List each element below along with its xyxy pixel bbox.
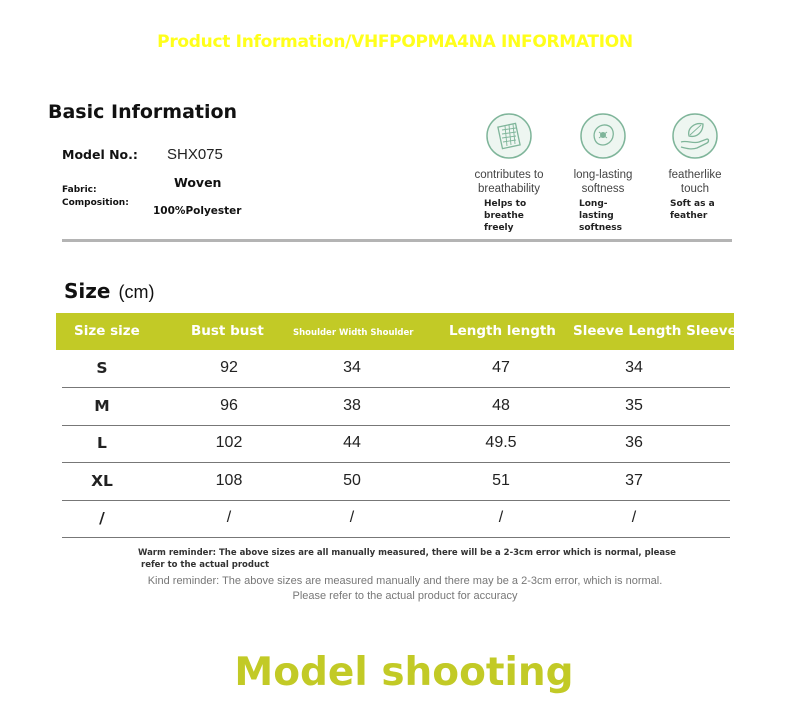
model-number-label: Model No.: [62, 147, 138, 162]
feature-desc-line: Helps to [484, 199, 527, 209]
measurement-cell: / [631, 509, 637, 527]
table-row [62, 389, 730, 426]
feature-title-line2: touch [680, 183, 710, 195]
size-cell: XL [91, 471, 113, 490]
measurement-cell: 108 [215, 471, 243, 489]
softness-icon [579, 112, 627, 160]
composition-label: Composition: [62, 198, 129, 208]
feature-desc-line: lasting [579, 211, 614, 221]
feature-desc-line: Soft as a [670, 199, 715, 209]
feature-featherlike [645, 112, 745, 196]
measurement-cell: 51 [492, 471, 510, 489]
basic-info-heading: Basic Information [48, 101, 238, 123]
feature-desc-line: freely [484, 223, 514, 233]
model-number-value: SHX075 [167, 146, 223, 163]
measurement-cell: 34 [625, 359, 643, 376]
breathability-icon [485, 112, 533, 160]
page-title: Product Information/VHFPOPMA4NA INFORMATION [157, 32, 633, 52]
feature-title-line1: contributes to [474, 169, 544, 181]
measurement-cell: 50 [343, 471, 361, 489]
feature-desc-softness [579, 198, 622, 234]
column-header-length: Length length [449, 323, 556, 339]
measurement-cell: 34 [343, 359, 361, 376]
measurement-cell: 48 [492, 396, 510, 414]
section-divider [62, 239, 732, 242]
kind-reminder [0, 574, 790, 604]
measurement-cell: / [226, 509, 232, 527]
composition-value: 100%Polyester [153, 205, 242, 217]
feature-desc-line: Long- [579, 199, 608, 209]
feather-hand-icon [671, 112, 719, 160]
column-header-shoulder: Shoulder Width Shoulder [293, 328, 414, 338]
model-shooting-title: Model shooting [234, 650, 574, 695]
measurement-cell: 35 [625, 396, 643, 414]
row-divider [62, 537, 730, 538]
table-row [62, 351, 730, 388]
kind-reminder-line: Kind reminder: The above sizes are measured manually and there may be a 2-3cm error, which is normal. [147, 575, 663, 587]
size-table-header [56, 313, 737, 350]
feature-title-line1: featherlike [668, 169, 722, 181]
warm-reminder-line: refer to the actual product [141, 560, 270, 570]
column-header-sleeve: Sleeve Length Sleeve [573, 323, 737, 339]
measurement-cell: 102 [215, 434, 243, 452]
size-cell: S [96, 359, 108, 377]
table-row [62, 464, 730, 501]
feature-title-line1: long-lasting [573, 169, 633, 181]
column-header-bust: Bust bust [191, 323, 264, 339]
warm-reminder-line: Warm reminder: The above sizes are all manually measured, there will be a 2-3cm error which is normal, please [138, 548, 676, 558]
feature-desc-featherlike [670, 198, 715, 222]
feature-desc-line: breathe [484, 211, 524, 221]
measurement-cell: 37 [625, 471, 643, 489]
feature-desc-breathability [484, 198, 526, 234]
kind-reminder-line: Please refer to the actual product for accuracy [292, 590, 518, 602]
feature-desc-line: feather [670, 211, 708, 221]
feature-title-line2: breathability [477, 183, 540, 195]
size-cell: M [94, 396, 110, 415]
measurement-cell: 44 [343, 434, 361, 452]
measurement-cell: 49.5 [485, 434, 517, 452]
feature-breathability [459, 112, 559, 196]
fabric-value: Woven [174, 175, 222, 190]
size-unit: (cm) [118, 282, 155, 302]
size-cell: / [99, 509, 105, 528]
feature-title-line2: softness [581, 183, 625, 195]
measurement-cell: 92 [220, 359, 238, 376]
feature-desc-line: softness [579, 223, 622, 233]
size-heading-label: Size [64, 279, 111, 303]
measurement-cell: 96 [220, 396, 238, 414]
fabric-label: Fabric: [62, 185, 97, 195]
table-row [62, 426, 730, 463]
measurement-cell: / [498, 509, 504, 527]
measurement-cell: 47 [492, 359, 510, 376]
table-row [62, 501, 730, 538]
warm-reminder [138, 547, 678, 571]
size-cell: L [97, 434, 107, 453]
measurement-cell: 36 [625, 434, 643, 452]
feature-softness [553, 112, 653, 196]
size-heading [64, 279, 154, 303]
measurement-cell: 38 [343, 396, 361, 414]
measurement-cell: / [349, 509, 355, 527]
column-header-size: Size size [74, 323, 140, 339]
